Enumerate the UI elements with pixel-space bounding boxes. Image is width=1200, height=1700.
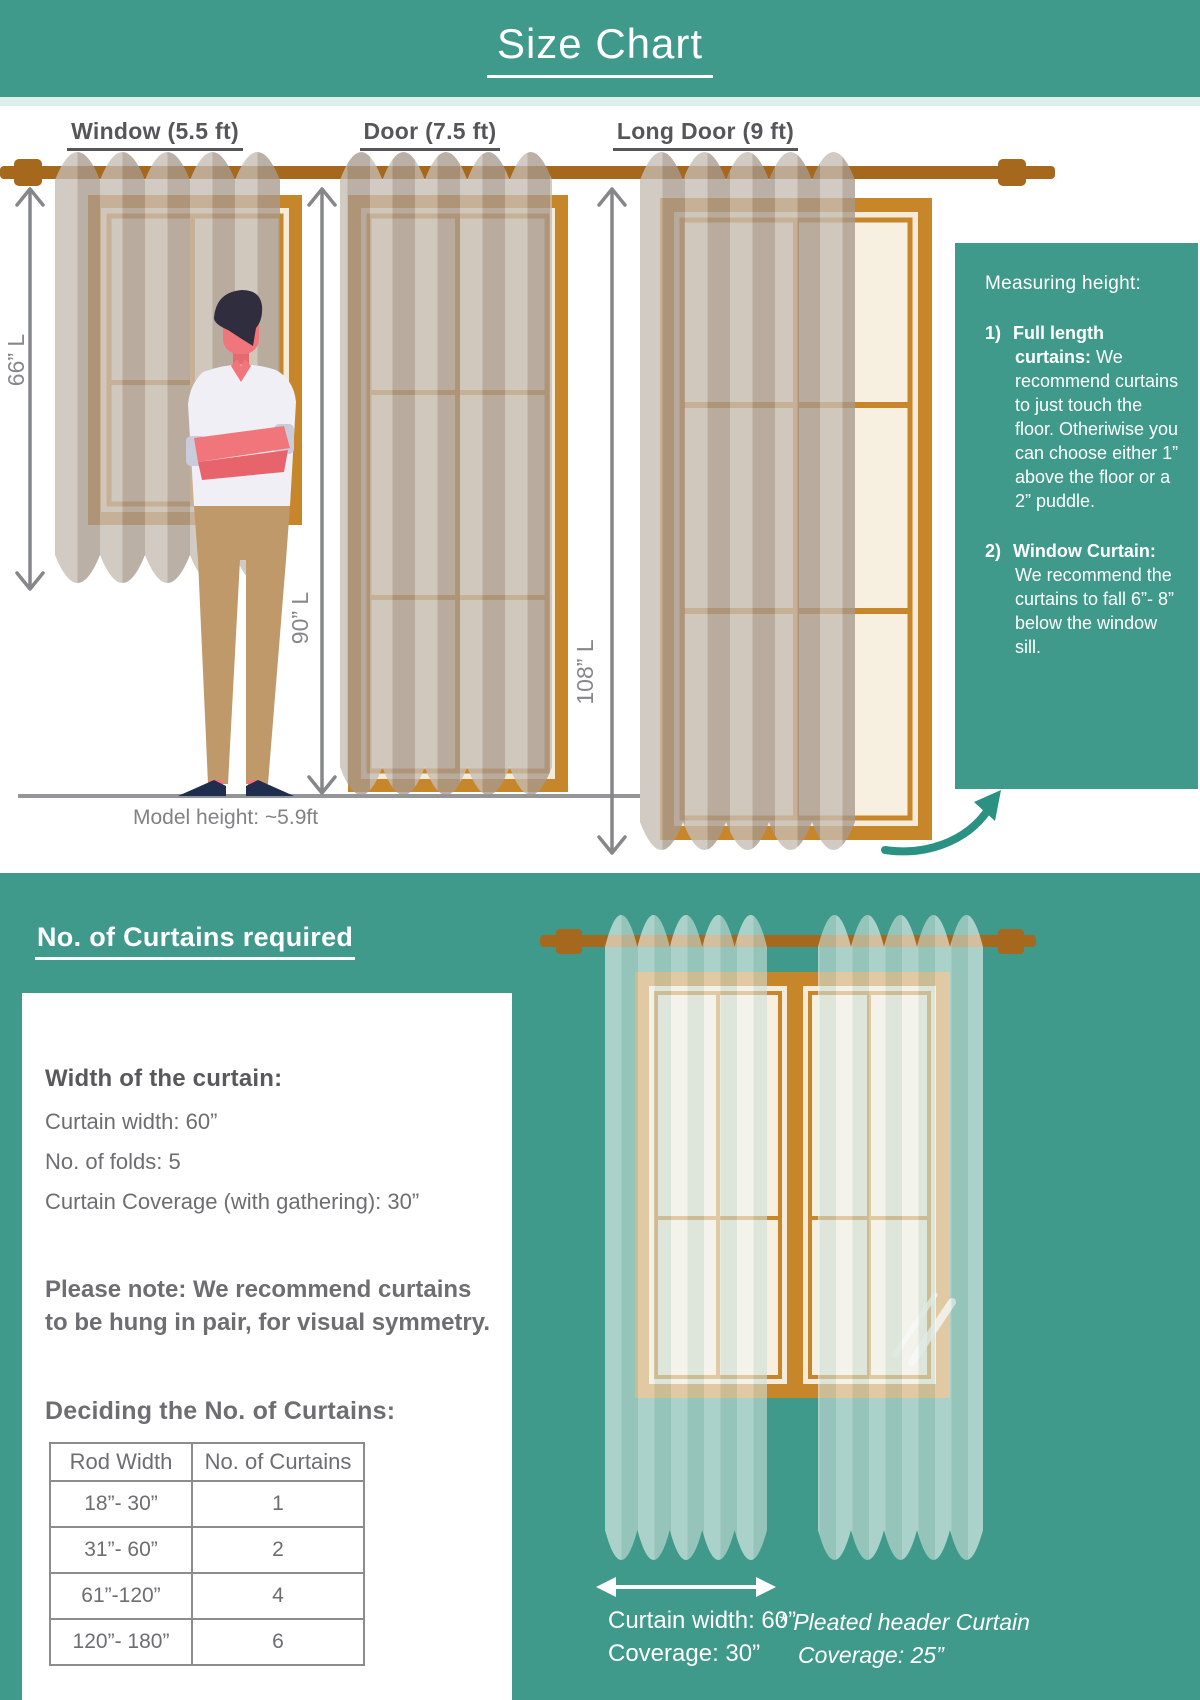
measuring-box-title: Measuring height: xyxy=(985,273,1142,294)
pleated-note-line1: * Pleated header Curtain xyxy=(778,1609,1030,1635)
pleated-note xyxy=(778,1606,1030,1672)
table-cell-range: 31”- 60” xyxy=(50,1527,192,1573)
table-cell-range: 18”- 30” xyxy=(50,1481,192,1527)
sheer-curtain-right xyxy=(818,915,983,1560)
folds-line: No. of folds: 5 xyxy=(45,1149,181,1174)
pair-note: Please note: We recommend curtains to be hung in pair, for visual symmetry. xyxy=(45,1276,490,1336)
table-cell-count: 2 xyxy=(192,1527,364,1573)
table-cell-count: 4 xyxy=(192,1573,364,1619)
pleated-note-line2: Coverage: 25” xyxy=(798,1642,944,1668)
curtain-panel-108 xyxy=(640,152,855,850)
curtain-width-label-line2: Coverage: 30” xyxy=(608,1640,761,1667)
table-row xyxy=(50,1481,364,1527)
rod-width-table xyxy=(49,1442,365,1666)
header-band xyxy=(0,0,1200,97)
table-header-rod-width: Rod Width xyxy=(50,1443,192,1481)
measuring-item-full-length: 1) Full length curtains: We recommend curtains to just touch the floor. Otheriwise you can choose either 1” above the floor or a 2” puddle. xyxy=(985,323,1179,511)
info-card xyxy=(22,993,512,1700)
window-pair-illustration xyxy=(540,900,1200,1700)
rod-finial-left xyxy=(14,159,42,186)
coverage-line: Curtain Coverage (with gathering): 30” xyxy=(45,1189,420,1214)
rod-finial-right xyxy=(998,929,1024,954)
table-row xyxy=(50,1619,364,1665)
floor-line xyxy=(18,794,640,798)
curtain-label-window: Window (5.5 ft) xyxy=(55,118,255,151)
model-height-note: Model height: ~5.9ft xyxy=(133,806,319,829)
curtain-label-long-door: Long Door (9 ft) xyxy=(598,118,813,151)
curtain-panel-90 xyxy=(340,152,552,795)
rod-finial-right xyxy=(998,159,1026,186)
table-cell-count: 6 xyxy=(192,1619,364,1665)
header-fade xyxy=(0,97,1200,106)
curtain-width-label xyxy=(608,1604,796,1670)
table-title: Deciding the No. of Curtains: xyxy=(45,1397,396,1425)
rod-finial-left xyxy=(556,929,582,954)
table-row xyxy=(50,1527,364,1573)
table-header-no-curtains: No. of Curtains xyxy=(192,1443,364,1481)
bottom-section xyxy=(0,873,1200,1700)
curtains-required-heading: No. of Curtains required xyxy=(35,922,355,960)
measuring-item-window-curtain: 2) Window Curtain: We recommend the curtains to fall 6”- 8” below the window sill. xyxy=(985,541,1175,657)
measure-arrow-90 xyxy=(309,189,335,793)
table-header-row xyxy=(50,1443,364,1481)
measure-arrow-108 xyxy=(599,189,625,853)
length-label-90: 90” L xyxy=(287,591,313,645)
page-title: Size Chart xyxy=(487,20,713,78)
measuring-box xyxy=(955,243,1198,789)
sheer-curtain-left xyxy=(605,915,767,1560)
width-title: Width of the curtain: xyxy=(45,1065,283,1092)
length-label-66: 66” L xyxy=(3,333,29,387)
width-arrow xyxy=(596,1577,776,1597)
table-cell-count: 1 xyxy=(192,1481,364,1527)
curtain-width-label-line1: Curtain width: 60” xyxy=(608,1607,797,1634)
table-row xyxy=(50,1573,364,1619)
curtain-width-line: Curtain width: 60” xyxy=(45,1109,218,1134)
table-cell-range: 120”- 180” xyxy=(50,1619,192,1665)
length-label-108: 108” L xyxy=(572,639,598,705)
curtain-label-door: Door (7.5 ft) xyxy=(330,118,530,151)
table-cell-range: 61”-120” xyxy=(50,1573,192,1619)
